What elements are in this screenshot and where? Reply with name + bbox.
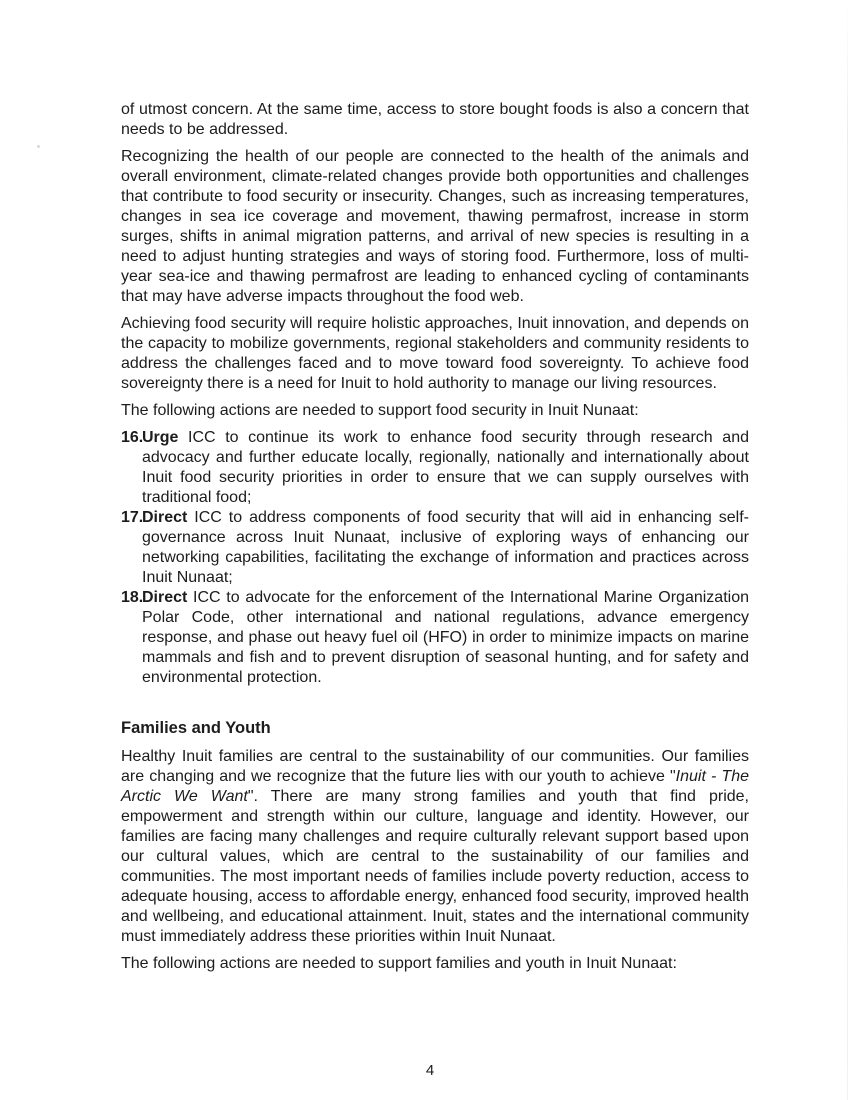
paragraph-achieving-food-security: Achieving food security will require holistic approaches, Inuit innovation, and depends on the capacity to mobilize governments, regional stakeholders and community residents to address the challenges faced and to move toward food sovereignty. To achieve food sovereignty there is a need for Inuit to hold authority to manage our living resources. — [121, 315, 749, 392]
action-item-text: ICC to continue its work to enhance food security through research and advocacy and further educate locally, regionally, nationally and internationally about Inuit food security priorities in order to ensure that we can supply ourselves with traditional food; — [142, 429, 749, 506]
action-item-18 — [121, 588, 749, 688]
action-item-number: 16. — [121, 429, 144, 446]
action-item-17 — [121, 508, 749, 588]
page-content — [121, 100, 749, 981]
food-security-actions-lead: The following actions are needed to support food security in Inuit Nunaat: — [121, 402, 639, 419]
families-paragraph-post: ". There are many strong families and youth that find pride, empowerment and strength within our culture, language and identity. However, our families are facing many challenges and require culturally relevant support based upon our cultural values, which are central to the sustainability of our families and communities. The most important needs of families include poverty reduction, access to adequate housing, access to affordable energy, enhanced food security, improved health and wellbeing, and educational attainment. Inuit, states and the international community must immediately address these priorities within Inuit Nunaat. — [121, 788, 750, 945]
action-item-text: ICC to address components of food security that will aid in enhancing self-governance across Inuit Nunaat, inclusive of exploring ways of enhancing our networking capabilities, facilitating the exchange of information and practices across Inuit Nunaat; — [142, 509, 749, 586]
paragraph-recognizing-health: Recognizing the health of our people are connected to the health of the animals and overall environment, climate-related changes provide both opportunities and challenges that contribute to food security or insecurity. Changes, such as increasing temperatures, changes in sea ice coverage and movement, thawing permafrost, increase in storm surges, shifts in animal migration patterns, and arrival of new species is resulting in a need to adjust hunting strategies and ways of storing food. Furthermore, loss of multi-year sea-ice and thawing permafrost are leading to enhanced cycling of contaminants that may have adverse impacts throughout the food web. — [121, 148, 749, 305]
action-item-number: 17. — [121, 509, 144, 526]
action-item-number: 18. — [121, 589, 144, 606]
families-paragraph-italic-phrase: Inuit - The Arctic We Want — [121, 768, 750, 805]
action-item-lead: Direct — [142, 509, 188, 526]
action-list — [121, 428, 749, 688]
scan-speck-artifact — [37, 145, 40, 148]
paragraph-families — [121, 747, 749, 947]
paragraph-continuation: of utmost concern. At the same time, access to store bought foods is also a concern that needs to be addressed. — [121, 101, 749, 138]
action-item-16 — [121, 428, 749, 508]
families-paragraph-pre: Healthy Inuit families are central to the sustainability of our communities. Our families are changing and we recognize that the future lies with our youth to achieve " — [121, 748, 749, 785]
action-item-text: ICC to advocate for the enforcement of the International Marine Organization Polar Code, other international and national regulations, advance emergency response, and phase out heavy fuel oil (HFO) in order to minimize impacts on marine mammals and fish and to prevent disruption of seasonal hunting, and for safety and environmental protection. — [142, 589, 749, 686]
page-number: 4 — [425, 1062, 435, 1079]
action-item-lead: Urge — [142, 429, 179, 446]
action-item-lead: Direct — [142, 589, 188, 606]
scan-edge-artifact — [847, 0, 848, 1100]
section-heading-families-and-youth: Families and Youth — [121, 719, 271, 737]
families-actions-lead: The following actions are needed to support families and youth in Inuit Nunaat: — [121, 955, 677, 972]
